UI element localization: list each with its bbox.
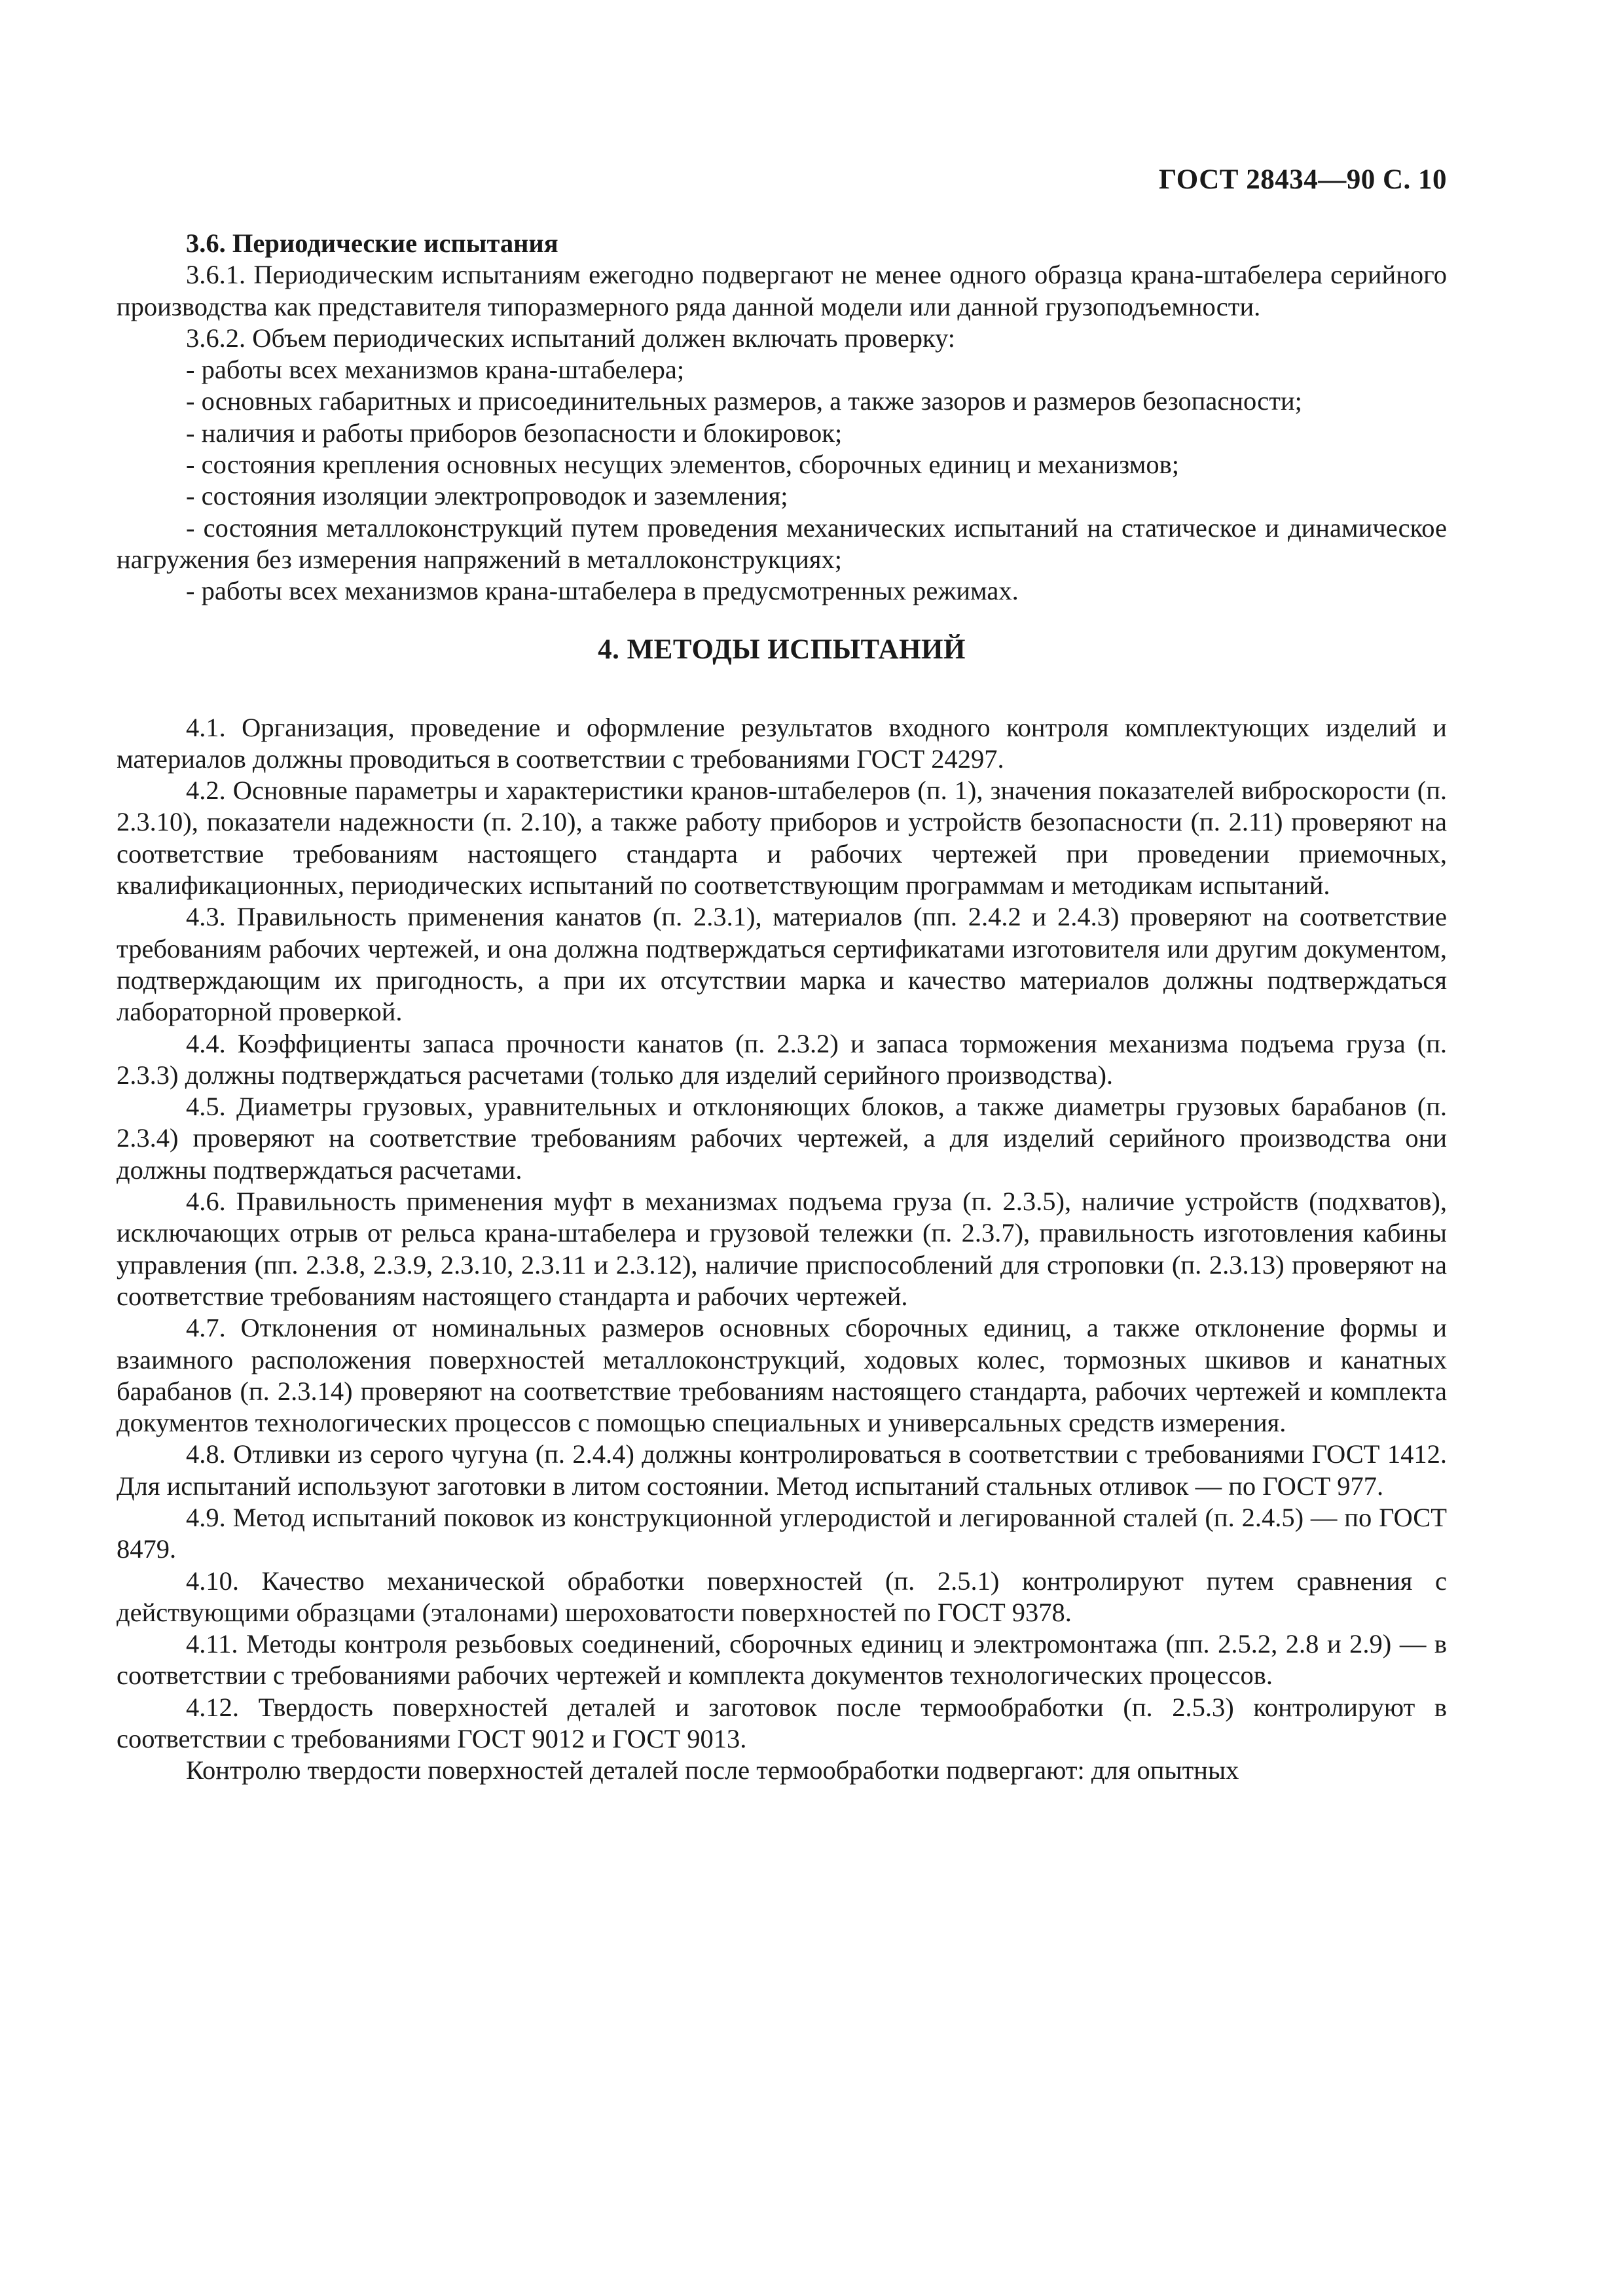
paragraph-3-6-2: 3.6.2. Объем периодических испытаний должен включать проверку: <box>186 323 956 353</box>
section-3-6-title <box>117 228 1447 259</box>
list-item: - работы всех механизмов крана-штабелера; <box>186 355 685 385</box>
page-content <box>117 228 1447 1787</box>
list-item: - работы всех механизмов крана-штабелера в предусмотренных режимах. <box>186 576 1019 606</box>
chapter-heading: 4. МЕТОДЫ ИСПЫТАНИЙ <box>598 634 966 665</box>
paragraph-3-6-1: 3.6.1. Периодическим испытаниям ежегодно подвергают не менее одного образца крана-штабелера серийного производства как представителя типоразмерного ряда данной модели или данной грузоподъемности. <box>117 260 1447 321</box>
paragraph-4-10: 4.10. Качество механической обработки поверхностей (п. 2.5.1) контролируют путем сравнения с действующими образцами (эталонами) шероховатости поверхностей по ГОСТ 9378. <box>117 1566 1447 1627</box>
paragraph-4-7: 4.7. Отклонения от номинальных размеров основных сборочных единиц, а также отклонение формы и взаимного расположения поверхностей металлоконструкций, ходовых колес, тормозных шкивов и канатных барабанов (п. 2.3.14) проверяют на соответствие требованиям настоящего стандарта, рабочих чертежей и комплекта документов технологических процессов с помощью специальных и универсальных средств измерения. <box>117 1313 1447 1438</box>
list-item: - состояния крепления основных несущих элементов, сборочных единиц и механизмов; <box>186 450 1179 480</box>
paragraph-4-9: 4.9. Метод испытаний поковок из конструкционной углеродистой и легированной сталей (п. 2.4.5) — по ГОСТ 8479. <box>117 1502 1447 1564</box>
paragraph-4-11: 4.11. Методы контроля резьбовых соединений, сборочных единиц и электромонтажа (пп. 2.5.2, 2.8 и 2.9) — в соответствии с требованиями рабочих чертежей и комплекта документов технологических процессов. <box>117 1629 1447 1691</box>
paragraph-continuation: Контролю твердости поверхностей деталей после термообработки подвергают: для опытных <box>186 1755 1239 1785</box>
page-header: ГОСТ 28434—90 С. 10 <box>1158 164 1447 195</box>
section-title: 3.6. Периодические испытания <box>186 228 558 258</box>
paragraph-4-4: 4.4. Коэффициенты запаса прочности канатов (п. 2.3.2) и запаса торможения механизма подъема груза (п. 2.3.3) должны подтверждаться расчетами (только для изделий серийного производства). <box>117 1028 1447 1090</box>
list-item: - наличия и работы приборов безопасности и блокировок; <box>186 418 843 448</box>
paragraph-4-5: 4.5. Диаметры грузовых, уравнительных и отклоняющих блоков, а также диаметры грузовых барабанов (п. 2.3.4) проверяют на соответствие требованиям рабочих чертежей, а для изделий серийного производства они должны подтверждаться расчетами. <box>117 1092 1447 1185</box>
paragraph-4-1: 4.1. Организация, проведение и оформление результатов входного контроля комплектующих изделий и материалов должны проводиться в соответствии с требованиями ГОСТ 24297. <box>117 712 1447 774</box>
paragraph-4-3: 4.3. Правильность применения канатов (п. 2.3.1), материалов (пп. 2.4.2 и 2.4.3) проверяют на соответствие требованиям рабочих чертежей, и она должна подтверждаться сертификатами изготовителя или другим документом, подтверждающим их пригодность, а при их отсутствии марка и качество материалов должны подтверждаться лабораторной проверкой. <box>117 902 1447 1027</box>
paragraph-4-12: 4.12. Твердость поверхностей деталей и заготовок после термообработки (п. 2.5.3) контролируют в соответствии с требованиями ГОСТ 9012 и ГОСТ 9013. <box>117 1692 1447 1754</box>
list-item: - основных габаритных и присоединительных размеров, а также зазоров и размеров безопасности; <box>186 386 1302 416</box>
paragraph-4-6: 4.6. Правильность применения муфт в механизмах подъема груза (п. 2.3.5), наличие устройств (подхватов), исключающих отрыв от рельса крана-штабелера и грузовой тележки (п. 2.3.7), правильность изготовления кабины управления (пп. 2.3.8, 2.3.9, 2.3.10, 2.3.11 и 2.3.12), наличие приспособлений для строповки (п. 2.3.13) проверяют на соответствие требованиям настоящего стандарта и рабочих чертежей. <box>117 1187 1447 1311</box>
list-item: - состояния изоляции электропроводок и заземления; <box>186 481 788 511</box>
paragraph-4-2: 4.2. Основные параметры и характеристики кранов-штабелеров (п. 1), значения показателей виброскорости (п. 2.3.10), показатели надежности (п. 2.10), а также работу приборов и устройств безопасности (п. 2.11) проверяют на соответствие требованиям настоящего стандарта и рабочих чертежей при проведении приемочных, квалификационных, периодических испытаний по соответствующим программам и методикам испытаний. <box>117 776 1447 901</box>
list-item: - состояния металлоконструкций путем проведения механических испытаний на статическое и динамическое нагружения без измерения напряжений в металлоконструкциях; <box>117 512 1447 574</box>
paragraph-4-8: 4.8. Отливки из серого чугуна (п. 2.4.4) должны контролироваться в соответствии с требованиями ГОСТ 1412. Для испытаний используют заготовки в литом состоянии. Метод испытаний стальных отливок — по ГОСТ 977. <box>117 1439 1447 1501</box>
